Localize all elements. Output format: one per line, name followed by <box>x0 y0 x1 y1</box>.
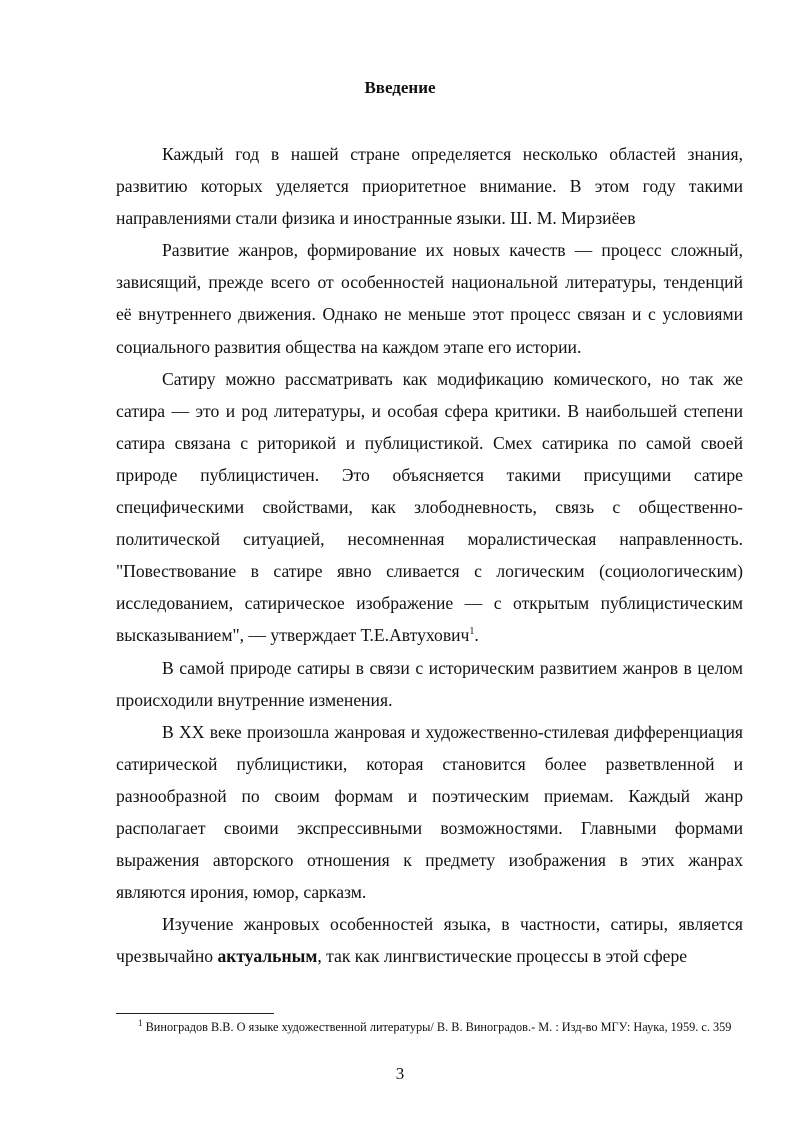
page-number: 3 <box>395 1064 405 1083</box>
footnote <box>116 1019 743 1036</box>
footnote-text: Виноградов В.В. О языке художественной литературы/ В. В. Виноградов.- М. : Изд-во МГУ: Наука, 1959. с. 359 <box>142 1020 732 1034</box>
emphasis-bold: актуальным <box>217 946 318 967</box>
page-title: Введение <box>364 78 436 97</box>
footnote-marker: 1 <box>138 1017 143 1028</box>
body-text <box>116 138 743 972</box>
footnote-reference[interactable]: 1 <box>469 626 475 638</box>
paragraph-2: Развитие жанров, формирование их новых качеств — процесс сложный, зависящий, прежде всего от особенностей национальной литературы, тенденций её внутреннего движения. Однако не меньше этот процесс связан и с условиями социального развития общества на каждом этапе его истории. <box>116 240 743 357</box>
paragraph-4: В самой природе сатиры в связи с историческим развитием жанров в целом происходили внутренние изменения. <box>116 657 743 710</box>
footnote-separator <box>116 1013 274 1014</box>
paragraph-5: В XX веке произошла жанровая и художественно-стилевая дифференциация сатирической публицистики, которая становится более разветвленной и разнообразной по своим формам и поэтическим приемам. Каждый жанр располагает своими экспрессивными возможностями. Главными формами выражения авторского отношения к предмету изображения в этих жанрах являются ирония, юмор, сарказм. <box>116 721 743 903</box>
paragraph-1: Каждый год в нашей стране определяется несколько областей знания, развитию которых уделяется приоритетное внимание. В этом году такими направлениями стали физика и иностранные языки. Ш. М. Мирзиёев <box>116 144 743 229</box>
paragraph-6 <box>116 908 743 972</box>
paragraph-3 <box>116 363 743 652</box>
paragraph-3-end: . <box>474 625 479 646</box>
paragraph-6-after: , так как лингвистические процессы в этой сфере <box>317 946 688 967</box>
paragraph-6-before: Изучение жанровых особенностей языка, в частности, сатиры, является чрезвычайно <box>116 914 743 967</box>
paragraph-3-text: Сатиру можно рассматривать как модификацию комического, но так же сатира — это и род литературы, и особая сфера критики. В наибольшей степени сатира связана с риторикой и публицистикой. Смех сатирика по самой своей природе публицистичен. Это объясняется такими присущими сатире специфическими свойствами, как злободневность, связь с общественно-политической ситуацией, несомненная моралистическая направленность. "Повествование в сатире явно сливается с логическим (социологическим) исследованием, сатирическое изображение — с открытым публицистическим высказыванием", — утверждает Т.Е.Автухович <box>116 368 743 646</box>
